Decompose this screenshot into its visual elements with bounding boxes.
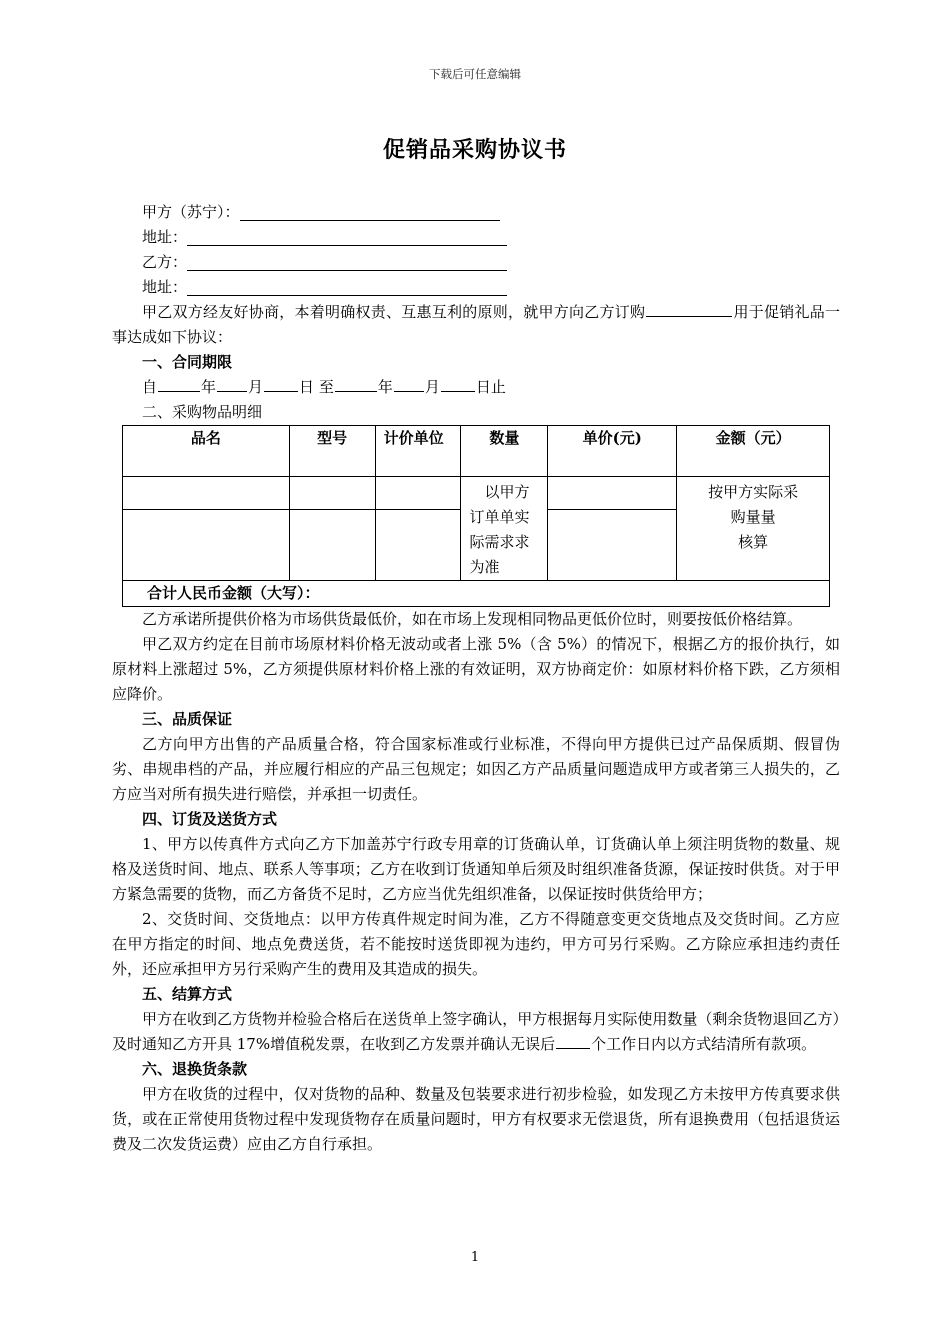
page-number: 1	[470, 1250, 480, 1265]
term-day-end: 日止	[475, 378, 506, 396]
returns-paragraph: 甲方在收货的过程中，仅对货物的品种、数量及包装要求进行初步检验，如发现乙方未按甲方传真要求供货，或在正常使用货物过程中发现货物存在质量问题时，甲方有权要求无偿退货，所有退换费用（包括退货运费及二次发货运费）应由乙方自行承担。	[112, 1085, 840, 1153]
table-cell[interactable]	[375, 477, 461, 510]
party-a-line	[112, 200, 840, 225]
table-total-row	[123, 581, 830, 607]
address-b-line	[112, 275, 840, 300]
days-blank[interactable]	[556, 1032, 590, 1049]
settlement-text-1: 甲方在收到乙方货物并检验合格后在送货单上签字确认，甲方根据每月实际使用数量（剩余货物退回乙方）及时通知乙方开具 17%增值税发票，在收到乙方发票并确认无误后	[112, 1010, 840, 1053]
header-note: 下载后可任意编辑	[429, 67, 521, 81]
term-month-2: 月	[424, 378, 440, 396]
delivery-paragraph-1: 1、甲方以传真件方式向乙方下加盖苏宁行政专用章的订货确认单，订货确认单上须注明货物的数量、规格及送货时间、地点、联系人等事项；乙方在收到订货通知单后须及时组织准备货源，保证按时供货。对于甲方紧急需要的货物，而乙方备货不足时，乙方应当优先组织准备，以保证按时供货给甲方；	[112, 835, 840, 903]
col-header-unit-price: 单价(元)	[548, 426, 677, 477]
end-month-blank[interactable]	[394, 375, 424, 392]
address-b-blank[interactable]	[187, 278, 507, 296]
term-from: 自	[142, 378, 158, 396]
quantity-note: 以甲方订单单实际需求求为准	[469, 483, 530, 576]
table-row	[123, 477, 830, 510]
col-header-name: 品名	[123, 426, 290, 477]
price-paragraph-1: 乙方承诺所提供价格为市场供货最低价，如在市场上发现相同物品更低价位时，则要按低价格结算。	[142, 610, 803, 628]
table-cell[interactable]	[548, 477, 677, 510]
total-label: 合计人民币金额（大写）：	[123, 581, 830, 607]
col-header-unit: 计价单位	[375, 426, 461, 477]
section-heading-delivery: 四、订货及送货方式	[142, 810, 278, 828]
address-a-blank[interactable]	[187, 228, 507, 246]
price-paragraph-2: 甲乙双方约定在目前市场原材料价格无波动或者上涨 5%（含 5%）的情况下，根据乙方的报价执行，如原材料上涨超过 5%，乙方须提供原材料价格上涨的有效证明，双方协商定价：如原材料价格下跌，乙方须相应降价。	[112, 635, 840, 703]
party-a-blank[interactable]	[240, 203, 500, 221]
term-line	[112, 375, 840, 400]
table-cell[interactable]	[375, 509, 461, 580]
section-heading-settlement: 五、结算方式	[142, 985, 233, 1003]
col-header-amount: 金额（元）	[677, 426, 830, 477]
party-b-label: 乙方：	[142, 253, 188, 271]
table-cell[interactable]	[289, 509, 375, 580]
quality-paragraph: 乙方向甲方出售的产品质量合格，符合国家标准或行业标准，不得向甲方提供已过产品保质期、假冒伪劣、串规串档的产品，并应履行相应的产品三包规定；如因乙方产品质量问题造成甲方或者第三人损失的，乙方应当对所有损失进行赔偿，并承担一切责任。	[112, 735, 840, 803]
quantity-note-cell	[461, 477, 548, 581]
start-day-blank[interactable]	[264, 375, 298, 392]
section-heading-returns: 六、退换货条款	[142, 1060, 248, 1078]
party-b-blank[interactable]	[187, 253, 507, 271]
end-year-blank[interactable]	[335, 375, 377, 392]
section-heading-items: 二、采购物品明细	[142, 403, 263, 421]
term-day-to: 日 至	[299, 378, 334, 396]
items-table	[122, 425, 830, 607]
table-header-row	[123, 426, 830, 477]
settlement-paragraph	[112, 1007, 840, 1057]
item-blank[interactable]	[646, 300, 732, 317]
term-year-2: 年	[377, 378, 393, 396]
term-year: 年	[201, 378, 217, 396]
address-a-line	[112, 225, 840, 250]
settlement-text-2: 个工作日内以方式结清所有款项。	[591, 1035, 817, 1053]
table-cell[interactable]	[548, 509, 677, 580]
party-a-label: 甲方（苏宁）：	[142, 203, 240, 221]
party-b-line	[112, 250, 840, 275]
amount-note-line2: 核算	[738, 533, 769, 551]
section-heading-term: 一、合同期限	[142, 353, 233, 371]
term-month: 月	[248, 378, 264, 396]
address-label: 地址：	[142, 228, 188, 246]
intro-paragraph	[112, 300, 840, 350]
table-cell[interactable]	[289, 477, 375, 510]
col-header-quantity: 数量	[461, 426, 548, 477]
start-year-blank[interactable]	[158, 375, 200, 392]
document-title: 促销品采购协议书	[382, 137, 567, 163]
intro-text-1: 甲乙双方经友好协商，本着明确权责、互惠互利的原则，就甲方向乙方订购	[142, 303, 646, 321]
amount-note-line1: 按甲方实际采购量量	[708, 483, 799, 526]
address-label: 地址：	[142, 278, 188, 296]
end-day-blank[interactable]	[441, 375, 475, 392]
document-body	[112, 200, 840, 1157]
amount-note-cell	[677, 477, 830, 581]
delivery-paragraph-2: 2、交货时间、交货地点：以甲方传真件规定时间为准，乙方不得随意变更交货地点及交货时间。乙方应在甲方指定的时间、地点免费送货，若不能按时送货即视为违约，甲方可另行采购。乙方除应承担违约责任外，还应承担甲方另行采购产生的费用及其造成的损失。	[112, 910, 840, 978]
table-cell[interactable]	[123, 509, 290, 580]
table-cell[interactable]	[123, 477, 290, 510]
intro-text-2: 用于促销礼品一事达成如下协议：	[112, 303, 840, 346]
col-header-model: 型号	[289, 426, 375, 477]
section-heading-quality: 三、品质保证	[142, 710, 233, 728]
start-month-blank[interactable]	[217, 375, 247, 392]
